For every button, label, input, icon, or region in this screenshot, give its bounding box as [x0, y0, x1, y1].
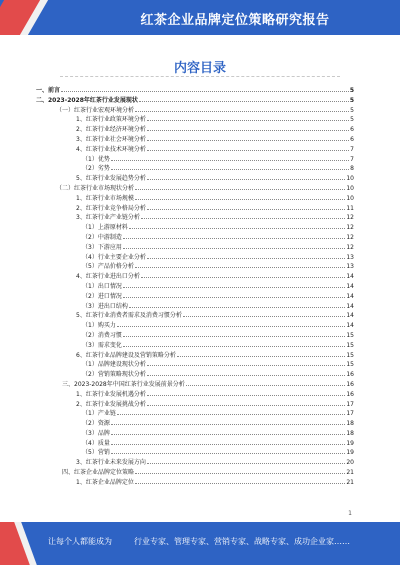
toc-entry-label: （2）进口情况 [82, 292, 122, 300]
toc-entry[interactable] [36, 184, 354, 194]
toc-entry[interactable] [36, 321, 354, 331]
toc-entry-label: （1）优势 [82, 155, 110, 163]
toc-entry-page: 13 [346, 263, 354, 271]
toc-entry[interactable] [36, 194, 354, 204]
toc-entry-page: 12 [346, 243, 354, 251]
toc-leader-dots [147, 139, 349, 141]
toc-entry-page: 17 [346, 410, 354, 418]
toc-leader-dots [117, 325, 346, 327]
footer-slogan-right: 行业专家、管理专家、营销专家、战略专家、成功企业家…… [134, 537, 350, 546]
toc-entry-label: （1）产业链 [82, 410, 116, 418]
toc-entry[interactable] [36, 302, 354, 312]
toc-leader-dots [177, 355, 346, 357]
toc-leader-dots [147, 129, 349, 131]
toc-entry-page: 5 [349, 87, 354, 94]
toc-entry[interactable] [36, 448, 354, 458]
toc-entry[interactable] [36, 282, 354, 292]
toc-entry[interactable] [36, 468, 354, 478]
toc-leader-dots [111, 433, 346, 435]
toc-entry-page: 6 [350, 126, 354, 134]
toc-leader-dots [123, 296, 346, 298]
toc-entry-page: 16 [346, 390, 354, 398]
toc-entry[interactable] [36, 204, 354, 214]
toc-leader-dots [123, 335, 346, 337]
toc-entry[interactable] [36, 86, 354, 96]
toc-entry[interactable] [36, 311, 354, 321]
toc-leader-dots [147, 462, 346, 464]
toc-leader-dots [141, 217, 346, 219]
toc-entry[interactable] [36, 341, 354, 351]
toc-entry[interactable] [36, 400, 354, 410]
page-number: 1 [348, 510, 352, 517]
toc-entry-page: 19 [346, 439, 354, 447]
toc-entry[interactable] [36, 96, 354, 106]
toc-entry[interactable] [36, 409, 354, 419]
toc-entry-label: 三、2023-2028年中国红茶行业发展前景分析 [62, 380, 185, 388]
toc-entry-label: （二）红茶行业市场现状分析 [56, 184, 135, 192]
toc-leader-dots [135, 266, 346, 268]
toc-leader-dots [135, 482, 346, 484]
toc-entry-label: 1、红茶行业政策环境分析 [76, 116, 146, 124]
toc-entry[interactable] [36, 458, 354, 468]
toc-leader-dots [183, 315, 346, 317]
toc-leader-dots [129, 306, 346, 308]
toc-entry-page: 16 [346, 380, 354, 388]
toc-entry[interactable] [36, 439, 354, 449]
toc-entry-page: 15 [346, 351, 354, 359]
toc-entry-page: 15 [346, 331, 354, 339]
toc-entry[interactable] [36, 380, 354, 390]
toc-entry[interactable] [36, 272, 354, 282]
toc-leader-dots [129, 227, 346, 229]
page-footer [0, 510, 400, 565]
toc-leader-dots [135, 472, 345, 474]
toc-entry[interactable] [36, 145, 354, 155]
toc-leader-dots [123, 345, 346, 347]
toc-entry-label: 3、红茶行业未来发展方向 [76, 459, 146, 467]
toc-entry[interactable] [36, 262, 354, 272]
toc-entry[interactable] [36, 223, 354, 233]
toc-entry[interactable] [36, 125, 354, 135]
toc-entry-label: （4）行业主要企业分析 [82, 253, 146, 261]
toc-entry-label: （1）出口情况 [82, 282, 122, 290]
toc-entry-label: 2、红茶行业经济环境分析 [76, 126, 146, 134]
toc-entry-page: 20 [346, 459, 354, 467]
toc-entry[interactable] [36, 243, 354, 253]
toc-entry-page: 21 [346, 469, 354, 477]
footer-slogan-left: 让每个人都能成为 [48, 537, 112, 546]
toc-entry[interactable] [36, 478, 354, 488]
toc-leader-dots [141, 276, 346, 278]
toc-entry-page: 14 [346, 292, 354, 300]
toc-entry-page: 5 [349, 96, 354, 104]
toc-leader-dots [147, 208, 346, 210]
toc-entry[interactable] [36, 233, 354, 243]
toc-leader-dots [123, 286, 346, 288]
toc-leader-dots [111, 159, 349, 161]
toc-entry-label: 二、2023-2028年红茶行业发展现状 [36, 96, 138, 104]
toc-entry-label: （1）上游原材料 [82, 224, 128, 232]
toc-entry-page: 7 [350, 155, 354, 163]
toc-entry-page: 16 [346, 371, 354, 379]
page-header [0, 0, 400, 35]
toc-leader-dots [147, 178, 346, 180]
toc-leader-dots [123, 237, 346, 239]
toc-entry[interactable] [36, 155, 354, 165]
toc-entry-page: 18 [346, 420, 354, 428]
toc-entry-page: 10 [346, 184, 354, 192]
toc-entry-page: 14 [346, 302, 354, 310]
toc-entry-label: （2）营销策略现状分析 [82, 371, 146, 379]
toc-leader-dots [61, 90, 349, 92]
toc-entry-label: 1、红茶行业发展机遇分析 [76, 390, 146, 398]
toc-entry-label: （2）消费习惯 [82, 331, 122, 339]
toc-entry-page: 5 [350, 116, 354, 124]
toc-entry-page: 13 [346, 253, 354, 261]
toc-leader-dots [111, 168, 349, 170]
toc-entry-label: （2）中游制造 [82, 233, 122, 241]
toc-leader-dots [147, 119, 349, 121]
toc-leader-dots [147, 404, 346, 406]
toc-entry-label: （1）品牌建设现状分析 [82, 361, 146, 369]
toc-entry[interactable] [36, 429, 354, 439]
toc-entry-label: 3、红茶行业产业链分析 [76, 214, 140, 222]
toc-entry-page: 10 [346, 175, 354, 183]
toc-entry-label: （3）下游应用 [82, 243, 122, 251]
toc-entry-label: 6、红茶行业品牌建设及营销策略分析 [76, 351, 176, 359]
toc-entry-page: 5 [350, 106, 354, 114]
toc-leader-dots [139, 100, 349, 102]
toc-entry-label: 5、红茶行业消费者需求及消费习惯分析 [76, 312, 182, 320]
toc-entry-label: （4）质量 [82, 439, 110, 447]
toc-entry-label: （5）产品价格分析 [82, 263, 134, 271]
toc-entry-label: （3）品牌 [82, 429, 110, 437]
toc-entry-page: 15 [346, 341, 354, 349]
toc-leader-dots [111, 423, 346, 425]
toc-entry[interactable] [36, 174, 354, 184]
toc-entry-label: （2）资源 [82, 420, 110, 428]
toc-entry-page: 19 [346, 449, 354, 457]
toc-leader-dots [147, 257, 346, 259]
toc-entry[interactable] [36, 253, 354, 263]
toc-entry[interactable] [36, 164, 354, 174]
table-of-contents [36, 86, 354, 488]
toc-entry[interactable] [36, 115, 354, 125]
toc-entry-page: 10 [346, 194, 354, 202]
toc-heading: 内容目录 [173, 61, 226, 76]
toc-entry-label: 2、红茶行业发展挑战分析 [76, 400, 146, 408]
toc-entry-page: 17 [346, 400, 354, 408]
toc-entry-label: （1）购买力 [82, 322, 116, 330]
toc-entry[interactable] [36, 135, 354, 145]
toc-leader-dots [117, 413, 346, 415]
toc-entry-page: 14 [346, 312, 354, 320]
toc-entry[interactable] [36, 419, 354, 429]
toc-entry-page: 21 [346, 478, 354, 486]
toc-entry-label: （2）劣势 [82, 165, 110, 173]
toc-entry-label: （5）营销 [82, 449, 110, 457]
toc-entry-label: 2、红茶行业竞争格局分析 [76, 204, 146, 212]
toc-leader-dots [147, 394, 346, 396]
toc-entry-page: 12 [346, 224, 354, 232]
toc-entry[interactable] [36, 292, 354, 302]
toc-leader-dots [111, 443, 346, 445]
toc-entry-page: 6 [350, 135, 354, 143]
toc-entry-page: 14 [346, 273, 354, 281]
toc-leader-dots [135, 188, 345, 190]
toc-entry-label: 4、红茶行业进出口分析 [76, 273, 140, 281]
toc-entry-label: （3）需求变化 [82, 341, 122, 349]
toc-entry-label: 5、红茶行业发展趋势分析 [76, 175, 146, 183]
toc-entry-label: 3、红茶行业社会环境分析 [76, 135, 146, 143]
toc-leader-dots [111, 452, 346, 454]
report-title: 红茶企业品牌定位策略研究报告 [140, 13, 330, 28]
toc-leader-dots [123, 247, 346, 249]
toc-entry-page: 8 [350, 165, 354, 173]
toc-leader-dots [147, 149, 349, 151]
toc-entry-page: 18 [346, 429, 354, 437]
toc-entry-page: 12 [346, 233, 354, 241]
toc-leader-dots [135, 198, 346, 200]
toc-entry-label: 1、红茶行业市场规模 [76, 194, 134, 202]
toc-leader-dots [186, 384, 346, 386]
toc-entry-label: 1、红茶企业品牌定位 [76, 478, 134, 486]
toc-entry[interactable] [36, 360, 354, 370]
toc-entry[interactable] [36, 370, 354, 380]
toc-leader-dots [147, 374, 346, 376]
toc-entry-label: （一）红茶行业宏观环境分析 [56, 106, 135, 114]
toc-leader-dots [147, 364, 346, 366]
toc-entry-label: 四、红茶企业品牌定位策略 [62, 469, 135, 477]
toc-entry-page: 15 [346, 361, 354, 369]
toc-entry[interactable] [36, 351, 354, 361]
toc-entry-label: 4、红茶行业技术环境分析 [76, 145, 146, 153]
toc-entry-page: 11 [346, 204, 354, 212]
toc-entry[interactable] [36, 390, 354, 400]
toc-entry-page: 7 [350, 145, 354, 153]
toc-entry[interactable] [36, 213, 354, 223]
toc-entry-label: （3）进出口结构 [82, 302, 128, 310]
toc-entry[interactable] [36, 106, 354, 116]
toc-entry[interactable] [36, 331, 354, 341]
toc-entry-page: 12 [346, 214, 354, 222]
toc-entry-page: 14 [346, 282, 354, 290]
toc-entry-label: 一、前言 [36, 87, 61, 94]
toc-entry-page: 14 [346, 322, 354, 330]
toc-divider [60, 76, 340, 77]
toc-leader-dots [135, 110, 349, 112]
